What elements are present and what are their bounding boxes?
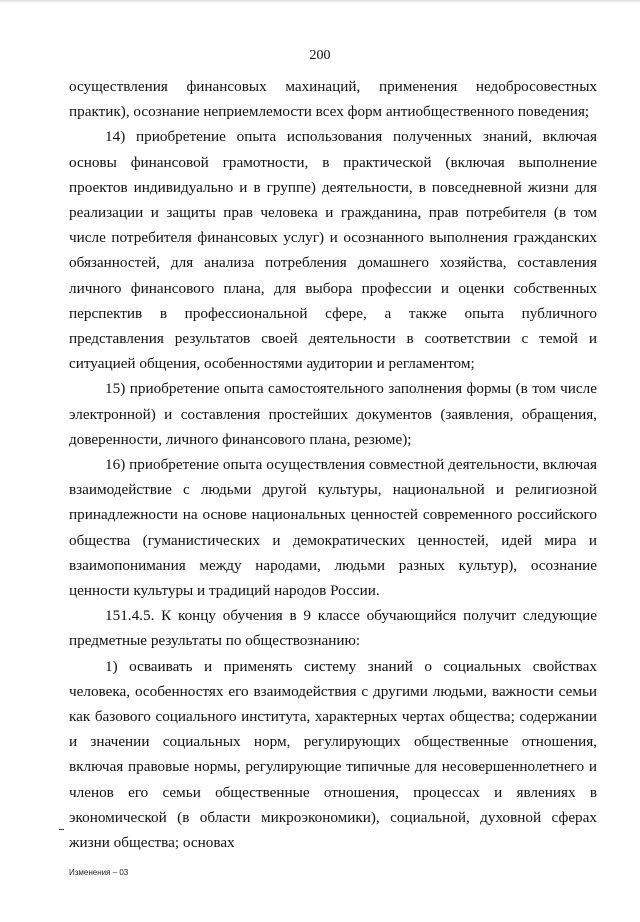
paragraph-item-1: 1) осваивать и применять систему знаний о социальных свойствах человека, особенностях его взаимодействия с другими людьми, важности семьи как базового социального института, характерных чертах общества; содержании и значении социальных норм, регулирующих общественные отношения, включая правовые нормы, регулирующие типичные для несовершеннолетнего и членов его семьи общественные отношения, процессах и явлениях в экономической (в области микроэкономики), социальной, духовной сферах жизни общества; основах — [69, 657, 597, 852]
scan-top-edge — [0, 0, 640, 3]
page-number: 200 — [309, 48, 331, 63]
scan-mark — [59, 829, 64, 830]
paragraph-continuation: осуществления финансовых махинаций, применения недобросовестных практик), осознание неприемлемости всех форм антиобщественного поведения; — [69, 78, 597, 121]
footer-revision: Изменения – 03 — [69, 868, 129, 877]
document-body — [69, 74, 597, 855]
paragraph-item-15: 15) приобретение опыта самостоятельного заполнения формы (в том числе электронной) и составления простейших документов (заявления, обращения, доверенности, личного финансового плана, резюме); — [69, 380, 597, 448]
paragraph-item-14: 14) приобретение опыта использования полученных знаний, включая основы финансовой грамотности, в практической (включая выполнение проектов индивидуально и в группе) деятельности, в повседневной жизни для реализации и защиты прав человека и гражданина, прав потребителя (в том числе потребителя финансовых услуг) и осознанного выполнения гражданских обязанностей, для анализа потребления домашнего хозяйства, составления личного финансового плана, для выбора профессии и оценки собственных перспектив в профессиональной сфере, а также опыта публичного представления результатов своей деятельности в соответствии с темой и ситуацией общения, особенностями аудитории и регламентом; — [69, 128, 597, 373]
paragraph-section-151-4-5: 151.4.5. К концу обучения в 9 классе обучающийся получит следующие предметные результаты по обществознанию: — [69, 607, 597, 650]
paragraph-item-16: 16) приобретение опыта осуществления совместной деятельности, включая взаимодействие с людьми другой культуры, национальной и религиозной принадлежности на основе национальных ценностей современного российского общества (гуманистических и демократических ценностей, идей мира и взаимопонимания между народами, людьми разных культур), осознание ценности культуры и традиций народов России. — [69, 456, 597, 600]
